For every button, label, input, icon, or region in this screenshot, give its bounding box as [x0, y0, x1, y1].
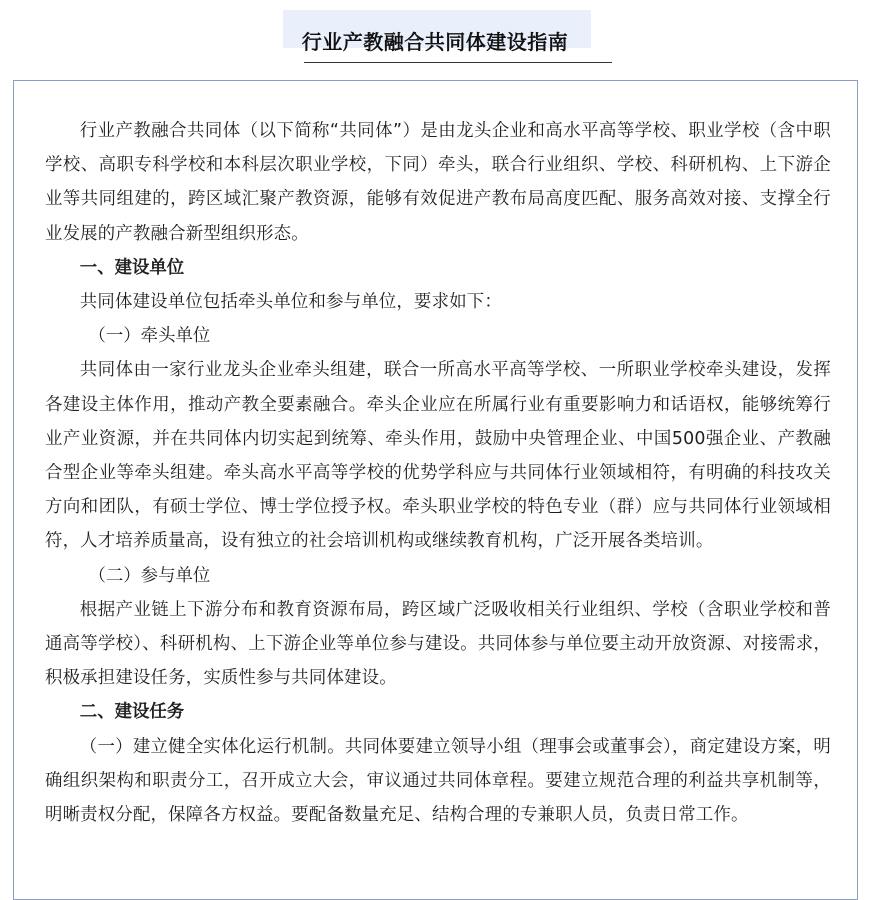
- paragraph-task-1: （一）建立健全实体化运行机制。共同体要建立领导小组（理事会或董事会），商定建设方案，明确组织架构和职责分工，召开成立大会，审议通过共同体章程。要建立规范合理的利益共享机制等，明晰责权分配，保障各方权益。要配备数量充足、结构合理的专兼职人员，负责日常工作。: [45, 736, 831, 826]
- paragraph-participant-unit: 根据产业链上下游分布和教育资源布局，跨区域广泛吸收相关行业组织、学校（含职业学校和普通高等学校）、科研机构、上下游企业等单位参与建设。共同体参与单位要主动开放资源、对接需求，积极承担建设任务，实质性参与共同体建设。: [45, 599, 831, 689]
- title-area: [0, 0, 870, 70]
- subheading-participant-unit: （二）参与单位: [88, 565, 211, 586]
- paragraph-units: 共同体建设单位包括牵头单位和参与单位，要求如下：: [79, 292, 502, 313]
- subheading-lead-unit: （一）牵头单位: [88, 326, 211, 347]
- paragraph-lead-unit: 共同体由一家行业龙头企业牵头组建，联合一所高水平高等学校、一所职业学校牵头建设，发挥各建设主体作用，推动产教全要素融合。牵头企业应在所属行业有重要影响力和话语权，能够统筹行业产业资源，并在共同体内切实起到统筹、牵头作用，鼓励中央管理企业、中国500强企业、产教融合型企业等牵头组建。牵头高水平高等学校的优势学科应与共同体行业领域相符，有明确的科技攻关方向和团队，有硕士学位、博士学位授予权。牵头职业学校的特色专业（群）应与共同体行业领域相符，人才培养质量高，设有独立的社会培训机构或继续教育机构，广泛开展各类培训。: [45, 360, 831, 552]
- section-heading-2: 二、建设任务: [79, 702, 185, 723]
- content-box: [13, 80, 858, 900]
- title-underline: [304, 62, 612, 63]
- page-title: 行业产教融合共同体建设指南: [301, 30, 569, 54]
- intro-paragraph: 行业产教融合共同体（以下简称“共同体”）是由龙头企业和高水平高等学校、职业学校（含中职学校、高职专科学校和本科层次职业学校，下同）牵头，联合行业组织、学校、科研机构、上下游企业等共同组建的，跨区域汇聚产教资源，能够有效促进产教布局高度匹配、服务高效对接、支撑全行业发展的产教融合新型组织形态。: [45, 121, 831, 244]
- section-heading-1: 一、建设单位: [79, 257, 185, 278]
